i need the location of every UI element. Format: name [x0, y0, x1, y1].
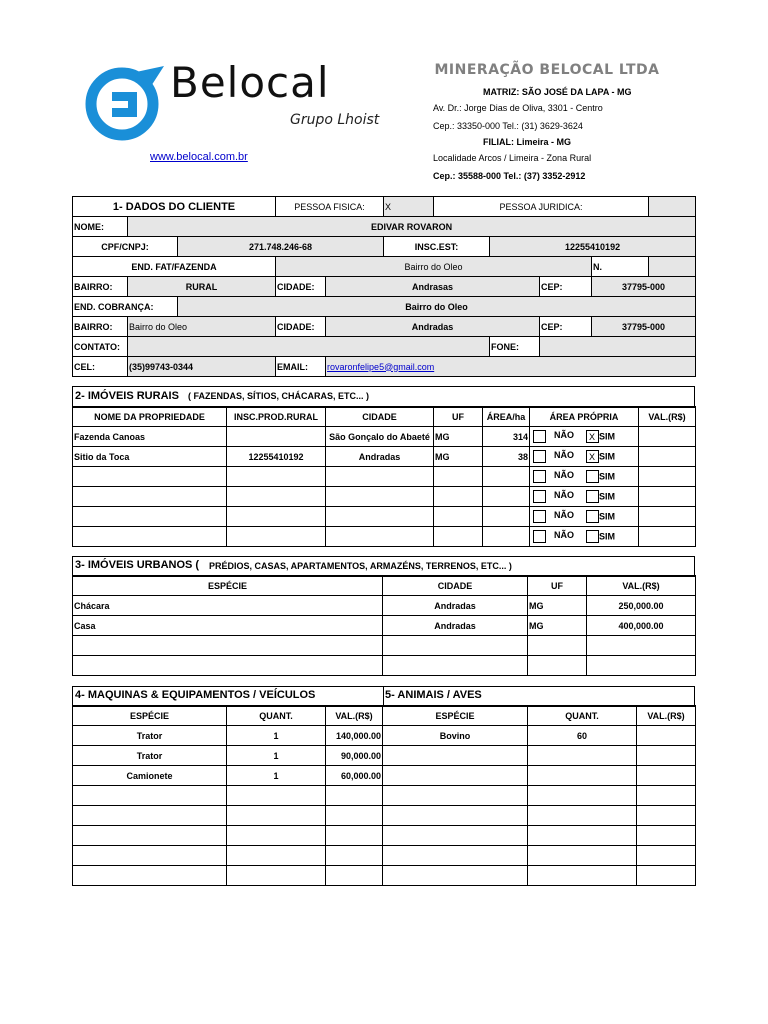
animal-val-cell[interactable] — [637, 826, 696, 846]
rural-val-cell[interactable] — [639, 507, 696, 527]
urban-especie-cell[interactable]: Chácara — [73, 596, 383, 616]
rural-col-header: INSC.PROD.RURAL — [227, 407, 326, 427]
equipment-animals-table — [72, 705, 696, 886]
urban-row — [73, 596, 696, 616]
logo-subtitle: Grupo Lhoist — [290, 112, 380, 128]
end-field[interactable]: Bairro do Oleo — [276, 257, 592, 277]
email-label: EMAIL: — [276, 357, 326, 377]
rural-val-cell[interactable] — [639, 527, 696, 547]
rural-area-propria-cell — [530, 487, 639, 507]
urban-uf-cell[interactable]: MG — [528, 616, 587, 636]
rural-insc-cell[interactable] — [227, 487, 326, 507]
rural-cidade-cell[interactable] — [326, 507, 434, 527]
insc-label: INSC.EST: — [384, 237, 490, 257]
equip-val-cell[interactable] — [326, 786, 383, 806]
rural-uf-cell[interactable] — [434, 507, 483, 527]
urban-val-cell[interactable] — [587, 636, 696, 656]
animal-especie-cell[interactable]: Bovino — [383, 726, 528, 746]
rural-val-cell[interactable] — [639, 467, 696, 487]
check-mark-icon: X — [589, 432, 596, 442]
sim-checkbox[interactable] — [586, 470, 599, 483]
sim-label: SIM — [599, 531, 616, 542]
equip-animal-row — [73, 826, 696, 846]
equip-quant-cell[interactable]: 1 — [227, 726, 326, 746]
equip-animal-row — [73, 866, 696, 886]
nome-label: NOME: — [73, 217, 128, 237]
pf-label: PESSOA FISICA: — [276, 197, 384, 217]
pj-label: PESSOA JURIDICA: — [434, 197, 649, 217]
check-mark-icon: X — [589, 452, 596, 462]
rural-nome-cell[interactable]: Fazenda Canoas — [73, 427, 227, 447]
equip-quant-cell[interactable] — [227, 786, 326, 806]
animal-quant-cell[interactable] — [528, 766, 637, 786]
nome-field[interactable]: EDIVAR ROVARON — [128, 217, 696, 237]
endcob-label: END. COBRANÇA: — [73, 297, 178, 317]
endcob-field[interactable]: Bairro do Oleo — [178, 297, 696, 317]
animal-quant-cell[interactable] — [528, 806, 637, 826]
rural-row — [73, 467, 696, 487]
filial-line: FILIAL: Limeira - MG — [483, 137, 572, 147]
rural-area-cell[interactable] — [483, 527, 530, 547]
sim-label: SIM — [599, 471, 616, 482]
equip-val-cell[interactable]: 140,000.00 — [326, 726, 383, 746]
rural-area-propria-cell — [530, 447, 639, 467]
animal-col-header: ESPÉCIE — [383, 706, 528, 726]
equip-especie-cell[interactable] — [73, 846, 227, 866]
animal-especie-cell[interactable] — [383, 746, 528, 766]
rural-row — [73, 487, 696, 507]
cel-label: CEL: — [73, 357, 128, 377]
rural-uf-cell[interactable]: MG — [434, 447, 483, 467]
animal-val-cell[interactable] — [637, 746, 696, 766]
bairro2-field[interactable]: Bairro do Oleo — [128, 317, 276, 337]
rural-insc-cell[interactable] — [227, 507, 326, 527]
rural-col-header: CIDADE — [326, 407, 434, 427]
animal-col-header: QUANT. — [528, 706, 637, 726]
animal-val-cell[interactable] — [637, 846, 696, 866]
nao-label: NÃO — [554, 430, 574, 440]
email-field[interactable] — [326, 357, 696, 377]
cidade2-label: CIDADE: — [276, 317, 326, 337]
equip-val-cell[interactable] — [326, 846, 383, 866]
cpf-field[interactable]: 271.748.246-68 — [178, 237, 384, 257]
rural-nome-cell[interactable] — [73, 507, 227, 527]
nao-checkbox[interactable] — [533, 470, 546, 483]
pj-value[interactable] — [649, 197, 696, 217]
equip-col-header: QUANT. — [227, 706, 326, 726]
urban-cidade-cell[interactable]: Andradas — [383, 596, 528, 616]
equip-val-cell[interactable] — [326, 806, 383, 826]
sim-checkbox[interactable] — [586, 430, 599, 443]
animal-quant-cell[interactable] — [528, 846, 637, 866]
urban-cidade-cell[interactable]: Andradas — [383, 616, 528, 636]
rural-area-cell[interactable] — [483, 487, 530, 507]
sim-label: SIM — [599, 511, 616, 522]
equip-animal-row — [73, 726, 696, 746]
cidade-field[interactable]: Andrasas — [326, 277, 540, 297]
rural-col-header: VAL.(R$) — [639, 407, 696, 427]
animal-val-cell[interactable] — [637, 806, 696, 826]
rural-nome-cell[interactable]: Sitio da Toca — [73, 447, 227, 467]
nao-label: NÃO — [554, 490, 574, 500]
urban-properties-table — [72, 575, 696, 676]
urban-val-cell[interactable]: 250,000.00 — [587, 596, 696, 616]
rural-col-header: ÁREA/ha — [483, 407, 530, 427]
equip-animal-row — [73, 766, 696, 786]
cep2-label: CEP: — [540, 317, 592, 337]
rural-nome-cell[interactable] — [73, 527, 227, 547]
urban-row — [73, 616, 696, 636]
bairro2-label: BAIRRO: — [73, 317, 128, 337]
rural-area-propria-cell — [530, 507, 639, 527]
nao-label: NÃO — [554, 450, 574, 460]
animal-quant-cell[interactable] — [528, 866, 637, 886]
sim-checkbox[interactable] — [586, 510, 599, 523]
nao-checkbox[interactable] — [533, 490, 546, 503]
rural-row — [73, 527, 696, 547]
matriz-cep: Cep.: 33350-000 Tel.: (31) 3629-3624 — [433, 121, 583, 131]
equip-col-header: ESPÉCIE — [73, 706, 227, 726]
urban-col-header: CIDADE — [383, 576, 528, 596]
nao-label: NÃO — [554, 470, 574, 480]
rural-row — [73, 447, 696, 467]
rural-col-header: ÁREA PRÓPRIA — [530, 407, 639, 427]
section-2-title: 2- IMÓVEIS RURAIS — [75, 390, 179, 402]
equip-animal-row — [73, 746, 696, 766]
cep2-field[interactable]: 37795-000 — [592, 317, 696, 337]
sim-checkbox[interactable] — [586, 490, 599, 503]
animal-especie-cell[interactable] — [383, 866, 528, 886]
nao-checkbox[interactable] — [533, 430, 546, 443]
client-data-table — [72, 196, 696, 377]
rural-properties-table — [72, 406, 696, 547]
fone-field[interactable] — [540, 337, 696, 357]
rural-col-header: NOME DA PROPRIEDADE — [73, 407, 227, 427]
rural-col-header: UF — [434, 407, 483, 427]
cep-label: CEP: — [540, 277, 592, 297]
equip-animal-row — [73, 786, 696, 806]
section-4-5-header — [72, 686, 695, 707]
equip-especie-cell[interactable] — [73, 866, 227, 886]
urban-cidade-cell[interactable] — [383, 656, 528, 676]
rural-cidade-cell[interactable]: Andradas — [326, 447, 434, 467]
rural-uf-cell[interactable] — [434, 467, 483, 487]
rural-area-cell[interactable] — [483, 467, 530, 487]
equip-val-cell[interactable]: 60,000.00 — [326, 766, 383, 786]
website-link[interactable]: www.belocal.com.br — [150, 151, 248, 163]
urban-row — [73, 636, 696, 656]
section-1-title: 1- DADOS DO CLIENTE — [73, 197, 276, 217]
rural-insc-cell[interactable] — [227, 527, 326, 547]
section-2-subtitle: ( FAZENDAS, SÍTIOS, CHÁCARAS, ETC... ) — [188, 391, 370, 401]
urban-col-header: ESPÉCIE — [73, 576, 383, 596]
rural-area-cell[interactable]: 314 — [483, 427, 530, 447]
sim-label: SIM — [599, 431, 616, 442]
section-3-header — [72, 556, 695, 577]
urban-val-cell[interactable] — [587, 656, 696, 676]
rural-area-propria-cell — [530, 527, 639, 547]
end-label: END. FAT/FAZENDA — [73, 257, 276, 277]
equip-quant-cell[interactable] — [227, 866, 326, 886]
contato-field[interactable] — [128, 337, 490, 357]
equip-especie-cell[interactable]: Trator — [73, 746, 227, 766]
nao-label: NÃO — [554, 510, 574, 520]
rural-cidade-cell[interactable] — [326, 487, 434, 507]
equip-val-cell[interactable] — [326, 826, 383, 846]
rural-uf-cell[interactable] — [434, 527, 483, 547]
urban-especie-cell[interactable]: Casa — [73, 616, 383, 636]
rural-area-propria-cell — [530, 427, 639, 447]
equip-especie-cell[interactable]: Camionete — [73, 766, 227, 786]
bairro-label: BAIRRO: — [73, 277, 128, 297]
rural-cidade-cell[interactable]: São Gonçalo do Abaeté — [326, 427, 434, 447]
rural-nome-cell[interactable] — [73, 467, 227, 487]
equip-quant-cell[interactable] — [227, 826, 326, 846]
rural-area-cell[interactable]: 38 — [483, 447, 530, 467]
logo-text: Belocal — [170, 58, 330, 107]
nao-checkbox[interactable] — [533, 450, 546, 463]
rural-row — [73, 427, 696, 447]
animal-val-cell[interactable] — [637, 866, 696, 886]
rural-insc-cell[interactable] — [227, 427, 326, 447]
rural-val-cell[interactable] — [639, 447, 696, 467]
filial-cep: Cep.: 35588-000 Tel.: (37) 3352-2912 — [433, 171, 586, 181]
equip-especie-cell[interactable] — [73, 786, 227, 806]
urban-uf-cell[interactable]: MG — [528, 596, 587, 616]
rural-cidade-cell[interactable] — [326, 467, 434, 487]
rural-nome-cell[interactable] — [73, 487, 227, 507]
contato-label: CONTATO: — [73, 337, 128, 357]
urban-row — [73, 656, 696, 676]
section-4-title: 4- MAQUINAS & EQUIPAMENTOS / VEÍCULOS — [75, 689, 316, 701]
fone-label: FONE: — [490, 337, 540, 357]
section-2-header — [72, 386, 695, 408]
rural-area-propria-cell — [530, 467, 639, 487]
animal-quant-cell[interactable] — [528, 746, 637, 766]
section-3-subtitle: PRÉDIOS, CASAS, APARTAMENTOS, ARMAZÉNS, TERRENOS, ETC... ) — [209, 561, 512, 571]
belocal-logo-icon — [84, 64, 166, 142]
animal-val-cell[interactable] — [637, 726, 696, 746]
urban-cidade-cell[interactable] — [383, 636, 528, 656]
cidade2-field[interactable]: Andradas — [326, 317, 540, 337]
n-field[interactable] — [649, 257, 696, 277]
n-label: N. — [592, 257, 649, 277]
equip-quant-cell[interactable]: 1 — [227, 746, 326, 766]
bairro-field[interactable]: RURAL — [128, 277, 276, 297]
animal-col-header: VAL.(R$) — [637, 706, 696, 726]
equip-animal-row — [73, 806, 696, 826]
rural-insc-cell[interactable]: 12255410192 — [227, 447, 326, 467]
sim-label: SIM — [599, 451, 616, 462]
rural-uf-cell[interactable] — [434, 487, 483, 507]
equip-especie-cell[interactable] — [73, 826, 227, 846]
equip-quant-cell[interactable] — [227, 846, 326, 866]
animal-especie-cell[interactable] — [383, 766, 528, 786]
rural-insc-cell[interactable] — [227, 467, 326, 487]
animal-quant-cell[interactable]: 60 — [528, 726, 637, 746]
sim-checkbox[interactable] — [586, 450, 599, 463]
filial-address: Localidade Arcos / Limeira - Zona Rural — [433, 153, 592, 163]
section-3-title: 3- IMÓVEIS URBANOS ( — [75, 559, 200, 571]
equip-quant-cell[interactable] — [227, 806, 326, 826]
rural-row — [73, 507, 696, 527]
nao-label: NÃO — [554, 530, 574, 540]
urban-uf-cell[interactable] — [528, 656, 587, 676]
rural-uf-cell[interactable]: MG — [434, 427, 483, 447]
cep-field[interactable]: 37795-000 — [592, 277, 696, 297]
rural-val-cell[interactable] — [639, 427, 696, 447]
urban-uf-cell[interactable] — [528, 636, 587, 656]
pf-value[interactable]: X — [384, 197, 434, 217]
cpf-label: CPF/CNPJ: — [73, 237, 178, 257]
equip-val-cell[interactable] — [326, 866, 383, 886]
urban-col-header: VAL.(R$) — [587, 576, 696, 596]
cidade-label: CIDADE: — [276, 277, 326, 297]
animal-especie-cell[interactable] — [383, 786, 528, 806]
animal-quant-cell[interactable] — [528, 786, 637, 806]
urban-val-cell[interactable]: 400,000.00 — [587, 616, 696, 636]
urban-especie-cell[interactable] — [73, 636, 383, 656]
urban-col-header: UF — [528, 576, 587, 596]
animal-especie-cell[interactable] — [383, 806, 528, 826]
sim-label: SIM — [599, 491, 616, 502]
equip-val-cell[interactable]: 90,000.00 — [326, 746, 383, 766]
matriz-line: MATRIZ: SÃO JOSÉ DA LAPA - MG — [483, 87, 632, 97]
email-link[interactable]: rovaronfelipe5@gmail.com — [327, 361, 435, 372]
nao-checkbox[interactable] — [533, 510, 546, 523]
section-5-title: 5- ANIMAIS / AVES — [385, 689, 482, 701]
urban-especie-cell[interactable] — [73, 656, 383, 676]
cel-field[interactable]: (35)99743-0344 — [128, 357, 276, 377]
sim-checkbox[interactable] — [586, 530, 599, 543]
insc-field[interactable]: 12255410192 — [490, 237, 696, 257]
animal-especie-cell[interactable] — [383, 826, 528, 846]
equip-especie-cell[interactable]: Trator — [73, 726, 227, 746]
matriz-address: Av. Dr.: Jorge Dias de Oliva, 3301 - Centro — [433, 103, 603, 113]
animal-val-cell[interactable] — [637, 766, 696, 786]
animal-val-cell[interactable] — [637, 786, 696, 806]
animal-especie-cell[interactable] — [383, 846, 528, 866]
equip-col-header: VAL.(R$) — [326, 706, 383, 726]
rural-cidade-cell[interactable] — [326, 527, 434, 547]
equip-especie-cell[interactable] — [73, 806, 227, 826]
rural-val-cell[interactable] — [639, 487, 696, 507]
animal-quant-cell[interactable] — [528, 826, 637, 846]
rural-area-cell[interactable] — [483, 507, 530, 527]
company-name: MINERAÇÃO BELOCAL LTDA — [434, 62, 660, 78]
nao-checkbox[interactable] — [533, 530, 546, 543]
equip-quant-cell[interactable]: 1 — [227, 766, 326, 786]
equip-animal-row — [73, 846, 696, 866]
